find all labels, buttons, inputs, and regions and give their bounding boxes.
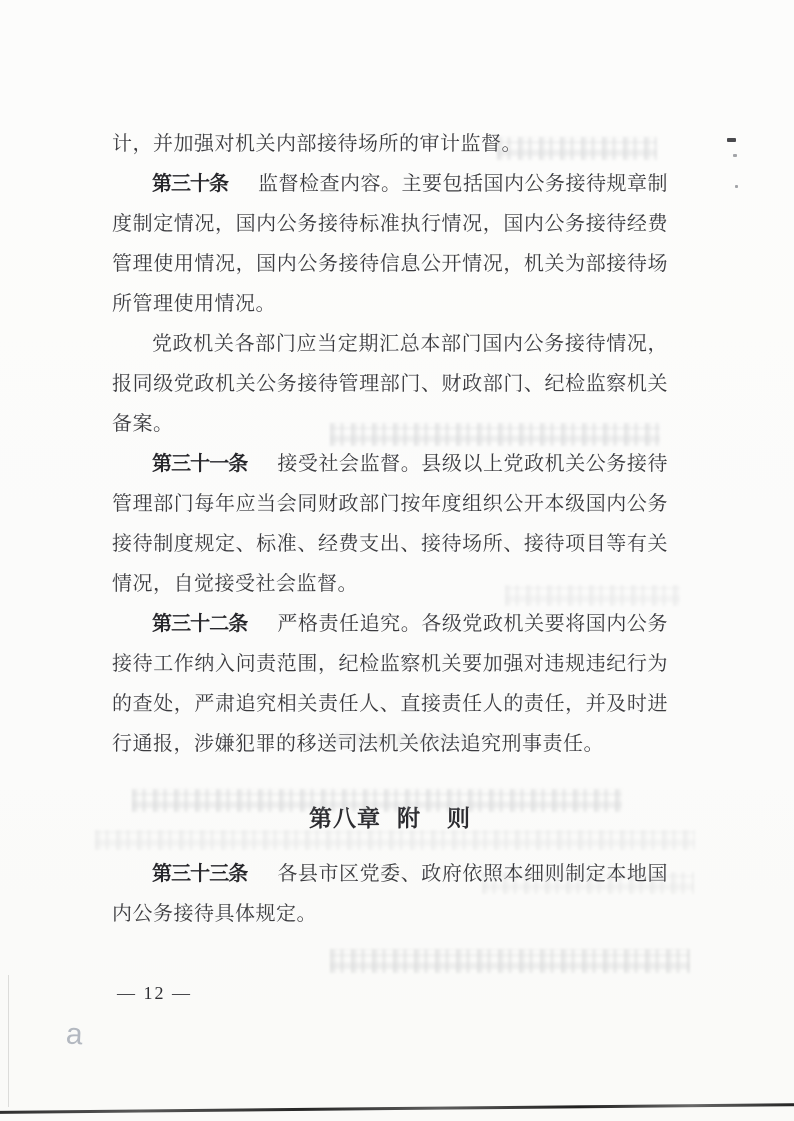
article-number: 第三十一条 <box>152 453 248 475</box>
paragraph-article-33 <box>112 854 668 934</box>
paragraph-text: 监督检查内容。主要包括国内公务接待规章制度制定情况，国内公务接待标准执行情况，国内公务接待经费管理使用情况，国内公务接待信息公开情况，机关为部接待场所管理使用情况。 <box>112 173 668 315</box>
bleedthrough-ghost-text <box>505 585 680 606</box>
bleedthrough-ghost-text <box>497 137 657 160</box>
document-body <box>112 124 668 934</box>
bleedthrough-ghost-text <box>132 789 622 812</box>
article-number: 第三十条 <box>152 173 228 195</box>
handwritten-mark: a <box>65 1017 84 1052</box>
paragraph-article-30 <box>112 164 668 324</box>
paragraph-text: 计，并加强对机关内部接待场所的审计监督。 <box>112 133 522 155</box>
ink-speck <box>727 138 736 142</box>
bleedthrough-ghost-text <box>330 949 690 973</box>
paragraph-text: 各县市区党委、政府依照本细则制定本地国内公务接待具体规定。 <box>112 863 669 925</box>
paragraph-text: 严格责任追究。各级党政机关要将国内公务接待工作纳入问责范围，纪检监察机关要加强对违规违纪行为的查处，严肃追究相关责任人、直接责任人的责任，并及时进行通报，涉嫌犯罪的移送司法机关依法追究刑事责任。 <box>112 613 669 755</box>
page-number: — 12 — <box>117 983 192 1003</box>
article-number: 第三十三条 <box>152 863 248 885</box>
bleedthrough-ghost-text <box>482 872 694 894</box>
article-number: 第三十二条 <box>152 613 248 635</box>
scan-edge-line <box>0 1103 794 1113</box>
chapter-title-char: 则 <box>447 805 471 831</box>
chapter-number: 第八章 <box>309 805 381 831</box>
bleedthrough-ghost-text <box>330 423 660 446</box>
ink-speck <box>735 185 738 188</box>
scan-left-edge <box>8 975 9 1107</box>
ink-speck <box>733 154 737 157</box>
chapter-title-char: 附 <box>397 805 421 831</box>
paragraph-text: 接受社会监督。县级以上党政机关公务接待管理部门每年应当会同财政部门按年度组织公开本级国内公务接待制度规定、标准、经费支出、接待场所、接待项目等有关情况，自觉接受社会监督。 <box>112 453 669 595</box>
paragraph-article-31 <box>112 444 668 604</box>
bleedthrough-ghost-text <box>95 830 695 850</box>
paragraph-text: 党政机关各部门应当定期汇总本部门国内公务接待情况，报同级党政机关公务接待管理部门、财政部门、纪检监察机关备案。 <box>112 333 668 435</box>
bleedthrough-ghost-text <box>335 732 470 746</box>
